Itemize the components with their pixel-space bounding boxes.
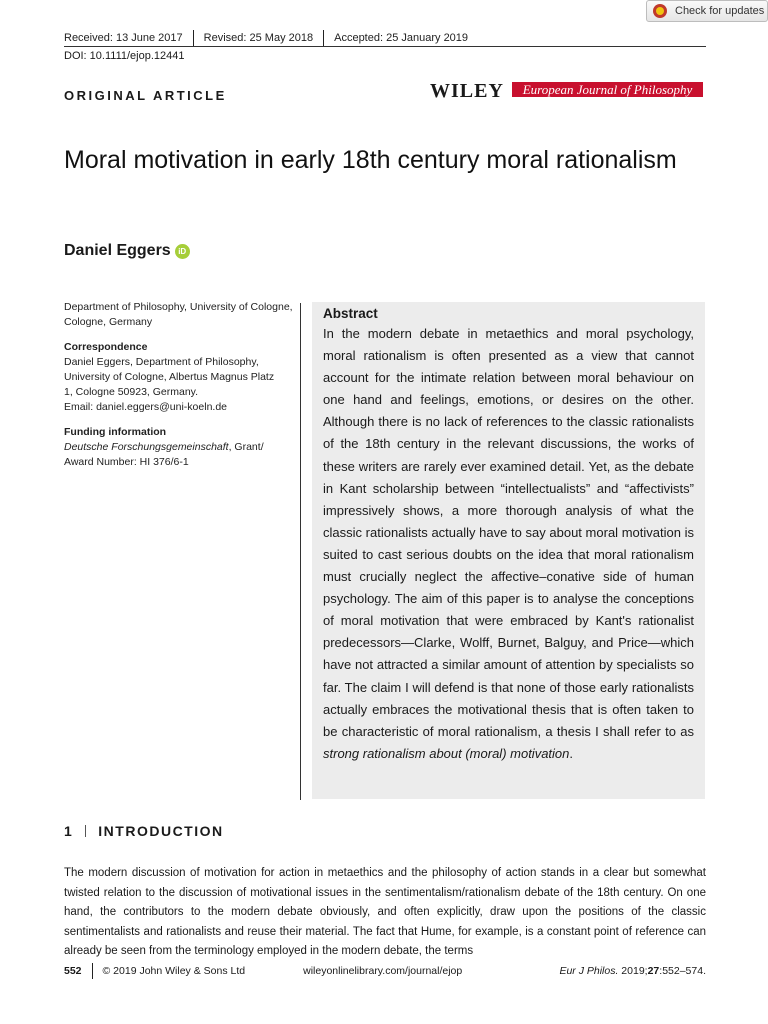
correspondence-line: Daniel Eggers, Department of Philosophy, (64, 356, 259, 368)
citation-pages: :552–574. (659, 965, 706, 977)
abstract-emphasis: strong rationalism about (moral) motivation (323, 745, 570, 761)
author-name: Daniel Eggers (64, 242, 171, 259)
grant-number: , Grant/ Award Number: HI 376/6-1 (64, 441, 264, 468)
correspondence-line: 1, Cologne 50923, Germany. (64, 386, 199, 398)
body-paragraph: The modern discussion of motivation for action in metaethics and the philosophy of action stands in a clear but somewhat twisted relation to the discussion of motivational issues in the sentimentalism/rationalism debate of the 18th century. On one hand, the contributors to the modern debate obviously, and often explicitly, draw upon the positions of the classic sentimentalists and rationalists and reuse their material. The fact that Hume, for example, is a constant point of reference can already be seen from the terminology employed in the modern debate, the terms (64, 867, 706, 957)
header-rule (64, 46, 706, 47)
abstract-body: In the modern debate in metaethics and moral psychology, moral rationalism is often presented as a view that cannot account for the intimate relation between moral behaviour on one hand and feelings, emotions, or desires on the other. Although there is no lack of references to the classic rationalists of the 18th century in the relevant discussions, the works of these writers are rarely ever examined detail. Yet, as the debate in Kant scholarship between “intellectualists” and “affectivists” impressively shows, a more thorough analysis of what the classic rationalists actually have to say about moral motivation is suited to cast serious doubts on the idea that moral rationalism must crucially neglect the affective–conative side of human psychology. The aim of this paper is to analyse the conceptions of moral motivation that were embraced by Kant's rationalist predecessors—Clarke, Wolff, Burnet, Balguy, and Price—which have not attracted a similar amount of attention by specialists so far. The claim I will defend is that none of those early rationalists actually embraces the motivational thesis that is often taken to be characteristic of moral rationalism, a thesis I shall refer to as (323, 326, 694, 739)
page-footer (64, 963, 706, 979)
correspondence-label: Correspondence (64, 341, 148, 353)
author-line (64, 242, 190, 260)
received-date: Received: 13 June 2017 (64, 32, 183, 44)
correspondence-line: University of Cologne, Albertus Magnus Platz (64, 371, 275, 383)
article-type: ORIGINAL ARTICLE (64, 88, 227, 103)
correspondence-block (64, 340, 294, 415)
doi[interactable]: DOI: 10.1111/ejop.12441 (64, 50, 185, 62)
funder-name: Deutsche Forschungsgemeinschaft (64, 441, 229, 453)
journal-banner: European Journal of Philosophy (512, 82, 703, 97)
check-for-updates-label: Check for updates (675, 5, 765, 17)
abstract-text (323, 323, 694, 765)
correspondence-email[interactable]: Email: daniel.eggers@uni-koeln.de (64, 401, 228, 413)
copyright: © 2019 John Wiley & Sons Ltd (102, 965, 246, 977)
abstract-end: . (569, 745, 574, 761)
divider (193, 30, 194, 46)
article-dates (64, 30, 468, 46)
check-for-updates-button[interactable] (646, 0, 768, 22)
divider (323, 30, 324, 46)
article-title: Moral motivation in early 18th century moral rationalism (64, 146, 677, 174)
abstract-heading: Abstract (323, 306, 378, 321)
page-number: 552 (64, 965, 82, 977)
revised-date: Revised: 25 May 2018 (203, 32, 314, 44)
publisher-logo: WILEY (430, 80, 504, 102)
crossmark-icon (653, 4, 667, 18)
journal-url[interactable]: wileyonlinelibrary.com/journal/ejop (303, 965, 463, 977)
column-divider (300, 303, 301, 800)
section-number: 1 (64, 823, 74, 839)
orcid-icon[interactable]: iD (175, 244, 190, 259)
citation-volume: 27 (647, 965, 660, 977)
abstract-box (312, 302, 705, 799)
author-info-column (64, 300, 294, 480)
section-title: INTRODUCTION (98, 823, 224, 839)
funding-block (64, 425, 294, 470)
citation-journal: Eur J Philos. (559, 965, 619, 977)
affiliation: Department of Philosophy, University of Cologne, Cologne, Germany (64, 301, 293, 328)
divider (85, 825, 86, 837)
section-heading (64, 823, 224, 839)
accepted-date: Accepted: 25 January 2019 (334, 32, 469, 44)
divider (92, 963, 93, 979)
funding-label: Funding information (64, 426, 167, 438)
citation (559, 965, 706, 977)
citation-year: 2019; (618, 965, 648, 977)
